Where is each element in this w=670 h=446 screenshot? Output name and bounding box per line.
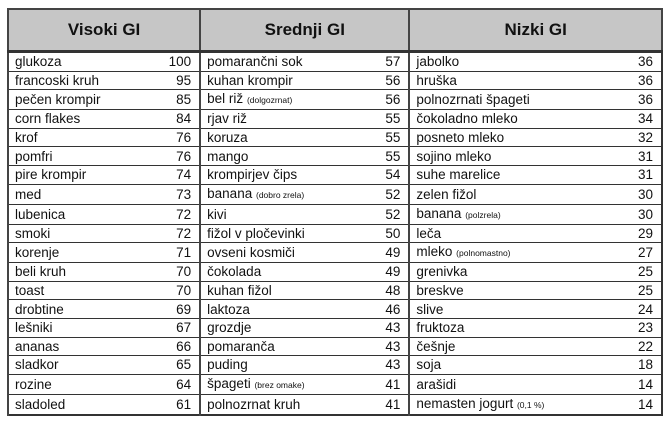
high-gi-food-cell (8, 128, 151, 147)
medium-gi-value-cell: 48 (360, 281, 409, 300)
food-name: fižol v pločevinki (207, 225, 305, 241)
high-gi-food-cell (8, 394, 151, 415)
food-name: banana (416, 205, 462, 221)
low-gi-value-cell: 31 (613, 147, 662, 166)
food-name: soja (416, 357, 442, 373)
low-gi-food-cell (409, 204, 613, 224)
low-gi-value-cell: 14 (613, 394, 662, 415)
food-name: koruza (207, 130, 248, 146)
food-name: krof (15, 130, 38, 146)
food-name: pomaranča (207, 338, 275, 354)
low-gi-food-cell (409, 356, 613, 375)
food-name: čokoladno mleko (416, 111, 518, 127)
low-gi-value-cell: 31 (613, 165, 662, 184)
food-note: (polzrela) (465, 209, 501, 220)
high-gi-food-cell (8, 90, 151, 110)
food-note: (polnomastno) (456, 248, 511, 259)
low-gi-food-cell (409, 147, 613, 166)
medium-gi-food-cell (200, 224, 360, 243)
food-name: češnje (416, 338, 456, 354)
high-gi-food-cell (8, 337, 151, 356)
low-gi-food-cell (409, 337, 613, 356)
medium-gi-value-cell: 55 (360, 128, 409, 147)
high-gi-value-cell: 74 (151, 165, 200, 184)
low-gi-food-cell (409, 374, 613, 394)
medium-gi-food-cell (200, 300, 360, 319)
low-gi-food-cell (409, 52, 613, 72)
food-name: rjav riž (207, 111, 247, 127)
food-name: korenje (15, 245, 60, 261)
food-name: lubenica (15, 206, 66, 222)
low-gi-value-cell: 18 (613, 356, 662, 375)
food-name: toast (15, 283, 45, 299)
low-gi-food-cell (409, 71, 613, 90)
food-name: nemasten jogurt (416, 395, 514, 411)
table-row (8, 263, 662, 282)
medium-gi-value-cell: 46 (360, 300, 409, 319)
food-name: drobtine (15, 301, 64, 317)
high-gi-value-cell: 73 (151, 184, 200, 204)
medium-gi-value-cell: 50 (360, 224, 409, 243)
food-note: (dobro zrela) (255, 189, 305, 200)
food-name: polnozrnat kruh (207, 396, 301, 412)
medium-gi-value-cell: 49 (360, 263, 409, 282)
food-name: puding (207, 357, 248, 373)
low-gi-value-cell: 30 (613, 204, 662, 224)
food-note: (brez omake) (254, 379, 305, 390)
high-gi-food-cell (8, 165, 151, 184)
high-gi-value-cell: 76 (151, 128, 200, 147)
food-name: grenivka (416, 264, 468, 280)
medium-gi-food-cell (200, 243, 360, 263)
high-gi-food-cell (8, 281, 151, 300)
food-name: čokolada (207, 264, 262, 280)
high-gi-value-cell: 85 (151, 90, 200, 110)
high-gi-value-cell: 64 (151, 374, 200, 394)
high-gi-value-cell: 65 (151, 356, 200, 375)
medium-gi-food-cell (200, 71, 360, 90)
food-name: breskve (416, 283, 464, 299)
high-gi-food-cell (8, 374, 151, 394)
medium-gi-food-cell (200, 110, 360, 129)
food-name: špageti (207, 375, 251, 391)
table-row (8, 147, 662, 166)
high-gi-value-cell: 67 (151, 318, 200, 337)
low-gi-value-cell: 36 (613, 90, 662, 110)
medium-gi-value-cell: 57 (360, 52, 409, 72)
high-gi-value-cell: 100 (151, 52, 200, 72)
food-name: lešniki (15, 320, 53, 336)
high-gi-value-cell: 72 (151, 224, 200, 243)
medium-gi-value-cell: 43 (360, 318, 409, 337)
table-row (8, 52, 662, 72)
low-gi-food-cell (409, 224, 613, 243)
food-name: rozine (15, 376, 52, 392)
food-name: med (15, 186, 42, 202)
low-gi-food-cell (409, 184, 613, 204)
food-name: bel riž (207, 91, 244, 107)
table-row (8, 394, 662, 415)
table-row (8, 318, 662, 337)
food-name: sladkor (15, 357, 59, 373)
high-gi-food-cell (8, 224, 151, 243)
high-gi-food-cell (8, 110, 151, 129)
medium-gi-value-cell: 41 (360, 394, 409, 415)
low-gi-value-cell: 34 (613, 110, 662, 129)
medium-gi-value-cell: 55 (360, 110, 409, 129)
medium-gi-food-cell (200, 337, 360, 356)
low-gi-value-cell: 25 (613, 281, 662, 300)
high-gi-value-cell: 61 (151, 394, 200, 415)
table-row (8, 128, 662, 147)
medium-gi-food-cell (200, 165, 360, 184)
low-gi-value-cell: 22 (613, 337, 662, 356)
food-name: smoki (15, 225, 51, 241)
food-name: polnozrnati špageti (416, 92, 530, 108)
medium-gi-value-cell: 56 (360, 90, 409, 110)
food-name: glukoza (15, 54, 62, 70)
low-gi-value-cell: 36 (613, 52, 662, 72)
high-gi-value-cell: 66 (151, 337, 200, 356)
low-gi-value-cell: 36 (613, 71, 662, 90)
table-row (8, 243, 662, 263)
food-name: krompirjev čips (207, 167, 298, 183)
low-gi-food-cell (409, 110, 613, 129)
food-name: arašidi (416, 376, 457, 392)
food-name: grozdje (207, 320, 252, 336)
table-row (8, 165, 662, 184)
food-name: zelen fižol (416, 186, 477, 202)
medium-gi-value-cell: 52 (360, 204, 409, 224)
glycemic-index-table (7, 8, 663, 416)
high-gi-food-cell (8, 71, 151, 90)
low-gi-food-cell (409, 394, 613, 415)
high-gi-value-cell: 69 (151, 300, 200, 319)
medium-gi-food-cell (200, 147, 360, 166)
high-gi-value-cell: 95 (151, 71, 200, 90)
food-name: banana (207, 185, 253, 201)
food-name: suhe marelice (416, 167, 501, 183)
medium-gi-value-cell: 56 (360, 71, 409, 90)
food-note: (dolgozrnat) (246, 95, 293, 106)
food-note: (0,1 %) (516, 399, 545, 410)
table-row (8, 90, 662, 110)
medium-gi-value-cell: 54 (360, 165, 409, 184)
table-row (8, 356, 662, 375)
medium-gi-food-cell (200, 128, 360, 147)
table-row (8, 281, 662, 300)
food-name: mleko (416, 244, 453, 260)
medium-gi-value-cell: 43 (360, 356, 409, 375)
medium-gi-value-cell: 43 (360, 337, 409, 356)
medium-gi-food-cell (200, 356, 360, 375)
food-name: pire krompir (15, 167, 87, 183)
medium-gi-food-cell (200, 394, 360, 415)
food-name: sojino mleko (416, 148, 492, 164)
medium-gi-value-cell: 55 (360, 147, 409, 166)
high-gi-food-cell (8, 147, 151, 166)
high-gi-food-cell (8, 184, 151, 204)
food-name: leča (416, 225, 442, 241)
food-name: jabolko (416, 54, 460, 70)
table-row (8, 184, 662, 204)
high-gi-food-cell (8, 300, 151, 319)
high-gi-food-cell (8, 204, 151, 224)
table-row (8, 374, 662, 394)
low-gi-food-cell (409, 281, 613, 300)
medium-gi-value-cell: 41 (360, 374, 409, 394)
low-gi-food-cell (409, 300, 613, 319)
low-gi-value-cell: 14 (613, 374, 662, 394)
table-row (8, 300, 662, 319)
low-gi-value-cell: 29 (613, 224, 662, 243)
high-gi-food-cell (8, 263, 151, 282)
low-gi-value-cell: 27 (613, 243, 662, 263)
food-name: beli kruh (15, 264, 67, 280)
food-name: francoski kruh (15, 72, 100, 88)
food-name: ananas (15, 338, 60, 354)
low-gi-food-cell (409, 318, 613, 337)
high-gi-value-cell: 76 (151, 147, 200, 166)
medium-gi-food-cell (200, 281, 360, 300)
low-gi-food-cell (409, 90, 613, 110)
food-name: corn flakes (15, 111, 81, 127)
high-gi-value-cell: 72 (151, 204, 200, 224)
food-name: slive (416, 301, 444, 317)
column-header-high-gi: Visoki GI (8, 9, 200, 52)
medium-gi-food-cell (200, 374, 360, 394)
medium-gi-value-cell: 52 (360, 184, 409, 204)
high-gi-value-cell: 84 (151, 110, 200, 129)
high-gi-food-cell (8, 356, 151, 375)
food-name: pomarančni sok (207, 54, 303, 70)
high-gi-value-cell: 70 (151, 263, 200, 282)
food-name: mango (207, 148, 249, 164)
medium-gi-food-cell (200, 318, 360, 337)
medium-gi-food-cell (200, 184, 360, 204)
food-name: fruktoza (416, 320, 465, 336)
header-row (8, 9, 662, 52)
table-row (8, 224, 662, 243)
food-name: posneto mleko (416, 130, 505, 146)
low-gi-value-cell: 25 (613, 263, 662, 282)
low-gi-food-cell (409, 243, 613, 263)
food-name: pomfri (15, 148, 53, 164)
medium-gi-food-cell (200, 90, 360, 110)
low-gi-value-cell: 30 (613, 184, 662, 204)
high-gi-food-cell (8, 52, 151, 72)
table-row (8, 337, 662, 356)
food-name: laktoza (207, 301, 250, 317)
table-row (8, 204, 662, 224)
table-row (8, 71, 662, 90)
low-gi-food-cell (409, 165, 613, 184)
low-gi-food-cell (409, 263, 613, 282)
low-gi-value-cell: 24 (613, 300, 662, 319)
high-gi-food-cell (8, 243, 151, 263)
medium-gi-value-cell: 49 (360, 243, 409, 263)
medium-gi-food-cell (200, 52, 360, 72)
food-name: sladoled (15, 396, 66, 412)
medium-gi-food-cell (200, 204, 360, 224)
low-gi-value-cell: 32 (613, 128, 662, 147)
medium-gi-food-cell (200, 263, 360, 282)
high-gi-food-cell (8, 318, 151, 337)
low-gi-food-cell (409, 128, 613, 147)
column-header-low-gi: Nizki GI (409, 9, 662, 52)
high-gi-value-cell: 71 (151, 243, 200, 263)
food-name: kuhan fižol (207, 283, 272, 299)
food-name: pečen krompir (15, 92, 101, 108)
column-header-medium-gi: Srednji GI (200, 9, 409, 52)
low-gi-value-cell: 23 (613, 318, 662, 337)
food-name: kivi (207, 206, 227, 222)
food-name: hruška (416, 72, 457, 88)
food-name: ovseni kosmiči (207, 245, 295, 261)
table-row (8, 110, 662, 129)
high-gi-value-cell: 70 (151, 281, 200, 300)
food-name: kuhan krompir (207, 72, 293, 88)
